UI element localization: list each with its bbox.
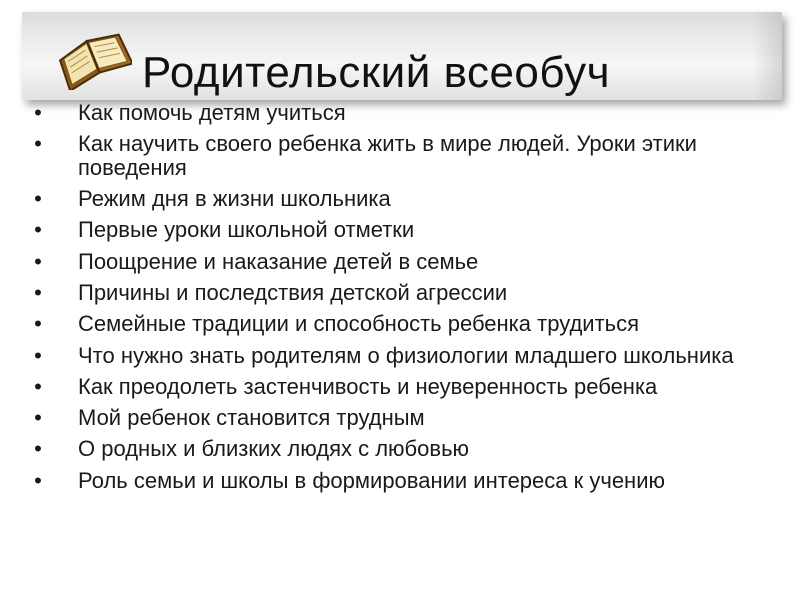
list-item [28,312,778,336]
topic-list [28,101,778,500]
topic-text: Первые уроки школьной отметки [78,217,415,243]
topic-text: Как научить своего ребенка жить в мире людей. Уроки этики поведения [78,131,697,180]
bullet-icon: • [34,100,42,125]
list-item [28,344,778,368]
list-item [28,218,778,242]
list-item [28,437,778,461]
topic-text: Как помочь детям учиться [78,100,346,125]
list-item [28,469,778,493]
open-book-icon [52,18,132,90]
bullet-icon: • [34,373,42,399]
bullet-icon: • [34,342,42,368]
list-item [28,406,778,430]
topic-text: Мой ребенок становится трудным [78,405,425,431]
topic-text: Как преодолеть застенчивость и неуверенность ребенка [78,373,658,399]
bullet-icon: • [34,311,42,337]
bullet-icon: • [34,248,42,274]
list-item [28,250,778,274]
title-banner [22,12,782,100]
bullet-icon: • [34,279,42,305]
slide-title: Родительский всеобуч [142,48,611,97]
bullet-icon: • [34,217,42,243]
list-item [28,187,778,211]
list-item [28,132,778,179]
topic-text: Поощрение и наказание детей в семье [78,248,479,274]
list-item [28,101,778,125]
topic-text: Роль семьи и школы в формировании интереса к учению [78,467,665,493]
bullet-icon: • [34,436,42,462]
list-item [28,375,778,399]
bullet-icon: • [34,186,42,212]
topic-text: Семейные традиции и способность ребенка трудиться [78,311,640,337]
bullet-icon: • [34,131,42,157]
topic-text: Причины и последствия детской агрессии [78,279,508,305]
bullet-icon: • [34,467,42,493]
bullet-icon: • [34,405,42,431]
topic-text: Что нужно знать родителям о физиологии младшего школьника [78,342,734,368]
topic-text: О родных и близких людях с любовью [78,436,470,462]
list-item [28,281,778,305]
topic-text: Режим дня в жизни школьника [78,186,391,212]
